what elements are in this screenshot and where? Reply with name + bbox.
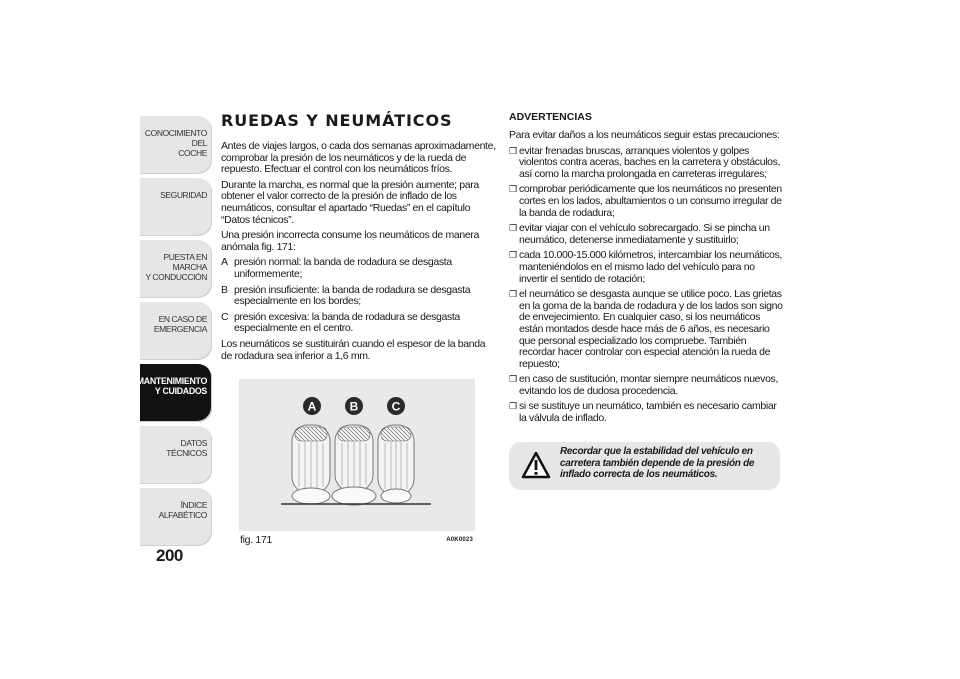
tab-mantenimiento-y-cuidados[interactable]: MANTENIMIENTO Y CUIDADOS <box>140 364 212 422</box>
item-text: presión excesiva: la banda de rodadura se desgasta especialmente en el centro. <box>234 310 460 335</box>
bullet-text: comprobar periódicamente que los neumáticos no presenten cortes en los lados, abultamientos o un consumo irregular de la banda de rodadura; <box>519 183 782 219</box>
section-title: RUEDAS Y NEUMÁTICOS <box>221 111 453 130</box>
paragraph-2: Durante la marcha, es normal que la presión aumente; para obtener el valor correcto de la presión de inflado de los neumáticos, consultar el apartado “Ruedas” en el capítulo “Datos técnicos”. <box>221 178 479 226</box>
list-item <box>509 184 784 219</box>
figure-image <box>239 379 475 531</box>
warnings-heading: ADVERTENCIAS <box>509 111 592 123</box>
paragraph-1: Antes de viajes largos, o cada dos semanas aproximadamente, comprobar la presión de los neumáticos y de la rueda de repuesto. Efectuar el control con los neumáticos fríos. <box>221 140 496 176</box>
tab-indice-alfabetico[interactable]: ÍNDICE ALFABÉTICO <box>140 488 212 546</box>
warnings-intro: Para evitar daños a los neumáticos seguir estas precauciones: <box>509 129 780 141</box>
paragraph-3: Una presión incorrecta consume los neumáticos de manera anómala fig. 171: <box>221 229 479 253</box>
tab-datos-tecnicos[interactable]: DATOS TÉCNICOS <box>140 426 212 484</box>
checkbox-bullet-icon: ❒ <box>509 145 517 156</box>
list-item <box>221 285 498 308</box>
warning-triangle-icon <box>521 451 551 479</box>
bullet-text: si se sustituye un neumático, también es necesario cambiar la válvula de inflado. <box>519 400 777 425</box>
marker-b-label: B <box>349 399 359 414</box>
list-item <box>509 146 784 181</box>
item-key: B <box>221 283 228 296</box>
marker-a <box>303 397 321 415</box>
item-key: C <box>221 310 229 323</box>
tire-b <box>332 425 376 505</box>
marker-c-label: C <box>391 399 401 414</box>
marker-a-label: A <box>307 399 317 414</box>
checkbox-bullet-icon: ❒ <box>509 184 517 195</box>
bullet-text: el neumático se desgasta aunque se utilice poco. Las grietas en la goma de la banda de rodadura y de los lados son signo de envejecimiento. En cualquier caso, si los neumáticos están montados desde hace más de 6 años, es necesario que personal especializado los compruebe. También recordar hacer controlar con especial atención la rueda de repuesto; <box>519 288 783 370</box>
list-item <box>509 289 784 370</box>
tab-en-caso-de-emergencia[interactable]: EN CASO DE EMERGENCIA <box>140 302 212 360</box>
item-key: A <box>221 256 228 269</box>
item-text: presión insuficiente: la banda de rodadura se desgasta especialmente en los bordes; <box>234 283 471 308</box>
tire-a <box>292 425 330 504</box>
warning-box <box>509 442 780 490</box>
tire-illustration <box>239 379 475 531</box>
checkbox-bullet-icon: ❒ <box>509 401 517 412</box>
tab-conocimiento-del-coche[interactable]: CONOCIMIENTO DEL COCHE <box>140 116 212 174</box>
bullet-text: cada 10.000-15.000 kilómetros, intercambiar los neumáticos, manteniéndolos en el mismo lado del vehículo para no invertir el sentido de rotación; <box>519 249 782 285</box>
left-column <box>221 111 498 366</box>
checkbox-bullet-icon: ❒ <box>509 250 517 261</box>
warning-text: Recordar que la estabilidad del vehículo en carretera también depende de la presión de inflado correcta de los neumáticos. <box>560 446 755 480</box>
figure-caption: fig. 171 <box>240 534 273 546</box>
marker-b <box>345 397 363 415</box>
checkbox-bullet-icon: ❒ <box>509 223 517 234</box>
marker-c <box>387 397 405 415</box>
bullet-text: evitar frenadas bruscas, arranques violentos y golpes violentos contra aceras, baches en la carretera y obstáculos, así como la marcha prolongada en carreteras irregulares; <box>519 144 781 180</box>
bullet-text: en caso de sustitución, montar siempre neumáticos nuevos, evitando los de dudosa procedencia. <box>519 373 779 397</box>
list-item <box>509 401 784 424</box>
checkbox-bullet-icon: ❒ <box>509 374 517 385</box>
page-number: 200 <box>156 546 183 565</box>
item-text: presión normal: la banda de rodadura se desgasta uniformemente; <box>234 256 452 280</box>
tire-c <box>378 425 414 503</box>
tab-seguridad[interactable]: SEGURIDAD <box>140 178 212 236</box>
bullet-text: evitar viajar con el vehículo sobrecargado. Si se pincha un neumático, detenerse inmediatamente y sustituirlo; <box>519 222 770 246</box>
figure-code: A0K0023 <box>446 537 473 543</box>
paragraph-4: Los neumáticos se sustituirán cuando el espesor de la banda de rodadura sea inferior a 1,6 mm. <box>221 337 486 362</box>
list-item <box>509 223 784 246</box>
tire-wear-figure <box>239 379 475 545</box>
tab-puesta-en-marcha[interactable]: PUESTA EN MARCHA Y CONDUCCIÓN <box>140 240 212 298</box>
list-item <box>221 312 498 335</box>
list-item <box>221 257 498 280</box>
list-item <box>509 250 784 285</box>
right-column <box>509 111 784 429</box>
checkbox-bullet-icon: ❒ <box>509 289 517 300</box>
list-item <box>509 374 784 397</box>
